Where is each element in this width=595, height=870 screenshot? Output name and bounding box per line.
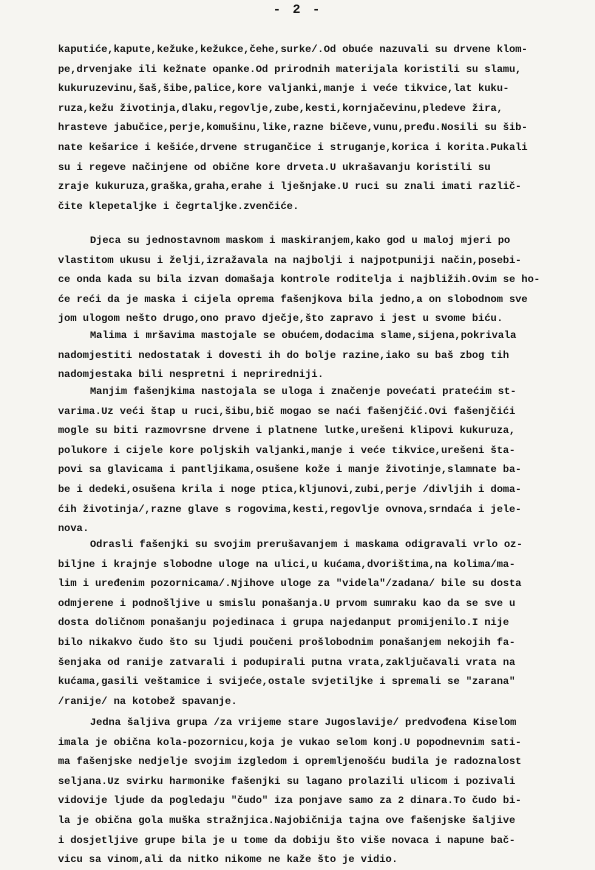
text-line: će reći da je maska i cijela oprema fašenjkova bila jedno,a on slobodnom sve: [58, 293, 528, 306]
text-line: zraje kukuruza,graška,graha,erahe i lješnjake.U ruci su znali imati različ-: [58, 181, 522, 194]
text-line: čite klepetaljke i čegrtaljke.zvenčiće.: [58, 200, 299, 213]
text-line: /ranije/ na kotobež spavanje.: [58, 695, 238, 708]
text-line: su i regeve načinjene od obične kore drveta.U ukrašavanju koristili su: [58, 161, 491, 174]
text-line: Odrasli fašenjki su svojim prerušavanjem i maskama odigravali vrlo oz-: [90, 539, 523, 551]
text-line: Malima i mršavima mastojale se obućem,dodacima slame,sijena,pokrivala: [90, 330, 517, 342]
text-line: ma fašenjske nedjelje svojim izgledom i opremljenošću budila je radoznalost: [58, 756, 522, 769]
text-line: i dosjetljive grupe bila je u tome da dobiju što više novaca i napune bač-: [58, 834, 516, 847]
text-line: biljne i krajnje slobodne uloge na ulici,u kućama,dvorištima,na kolima/ma-: [58, 558, 516, 571]
text-line: dosta doličnom ponašanju pojedinaca i grupa najedanput promijenilo.I nije: [58, 617, 510, 630]
text-line: vicu sa vinom,ali da nitko nikome ne kaže što je vidio.: [58, 854, 398, 867]
text-line: hrasteve jabučice,perje,komušinu,like,razne bičeve,vunu,pređu.Nosili su šib-: [58, 122, 528, 135]
text-line: Jedna šaljiva grupa /za vrijeme stare Jugoslavije/ predvođena Kiselom: [90, 717, 517, 729]
text-line: ruza,kežu životinja,dlaku,regovlje,zube,kesti,kornjačevinu,pledeve žira,: [58, 102, 503, 115]
text-line: mogle su biti razmovrsne drvene i platnene lutke,urešeni klipovi kukuruza,: [58, 425, 516, 438]
text-line: kućama,gasili veštamice i svijeće,ostale svjetiljke i spremali se "zarana": [58, 676, 516, 689]
text-line: lim i uređenim pozornicama/.Njihove uloge za "videla"/zadana/ bile su dosta: [58, 578, 522, 591]
text-line: varima.Uz veći štap u ruci,šibu,bič mogao se naći fašenjčić.Ovi fašenjčići: [58, 405, 516, 418]
text-line: povi sa glavicama i pantljikama,osušene kože i manje životinje,slamnate ba-: [58, 464, 522, 477]
text-line: kaputiće,kapute,kežuke,kežukce,čehe,surke/.Od obuće nazuvali su drvene klom-: [58, 44, 528, 56]
text-line: jom ulogom nešto drugo,ono pravo dječje,što zapravo i jest u svome biću.: [58, 313, 503, 326]
text-line: nate kešarice i kešiće,drvene strugančice i struganje,korica i korita.Pukali: [58, 142, 528, 154]
text-line: seljana.Uz svirku harmonike fašenjki su lagano prolazili ulicom i pozivali: [58, 775, 516, 788]
text-line: nadomjestiti nedostatak i dovesti ih do bolje razine,iako su baš zbog tih: [58, 349, 510, 362]
text-line: la je obična gola muška stražnjica.Najobičnija tajna ove fašenjske šaljive: [58, 815, 516, 827]
text-line: imala je obična kola-pozornicu,koja je vukao selom konj.U popodnevnim sati-: [58, 736, 522, 749]
text-line: nova.: [58, 523, 89, 536]
text-line: vlastitom ukusu i želji,izražavala na najbolji i najpotpuniji način,posebi-: [58, 254, 522, 267]
text-line: odmjerene i podnošljive u smislu ponašanja.U prvom sumraku kao da se sve u: [58, 597, 516, 610]
text-line: kukuruzevinu,šaš,šibe,palice,kore valjanki,manje i veće tikvice,lat kuku-: [58, 83, 510, 96]
text-line: polukore i cijele kore poljskih valjanki,manje i veće tikvice,urešeni šta-: [58, 444, 516, 457]
text-line: Djeca su jednostavnom maskom i maskiranjem,kako god u maloj mjeri po: [90, 235, 511, 247]
text-line: šenjaka od ranije zatvarali i podupirali putna vrata,zaključavali vrata na: [58, 656, 516, 669]
text-line: vidovije ljude da pogledaju "čudo" iza ponjave samo za 2 dinara.To čudo bi-: [58, 795, 522, 808]
text-line: nadomjestaka bili nespretni i nepriredniji.: [58, 369, 324, 382]
text-line: ćih životinja/,razne glave s rogovima,kesti,regovlje ovnova,srndaća i jele-: [58, 503, 522, 516]
text-line: be i dedeki,osušena krila i noge ptica,kljunovi,zubi,perje /divljih i doma-: [58, 484, 522, 496]
text-line: pe,drvenjake ili kežnate opanke.Od prirodnih materijala koristili su slamu,: [58, 63, 522, 76]
text-line: Manjim fašenjkima nastojala se uloga i značenje povećati pratećim st-: [90, 386, 517, 398]
text-line: ce onda kada su bila izvan domašaja kontrole roditelja i najbližih.Ovim se ho-: [58, 274, 540, 287]
text-line: bilo nikakvo čudo što su ljudi poučeni prošlobodnim ponašanjem nekojih fa-: [58, 637, 516, 649]
page-number: - 2 -: [272, 2, 322, 17]
